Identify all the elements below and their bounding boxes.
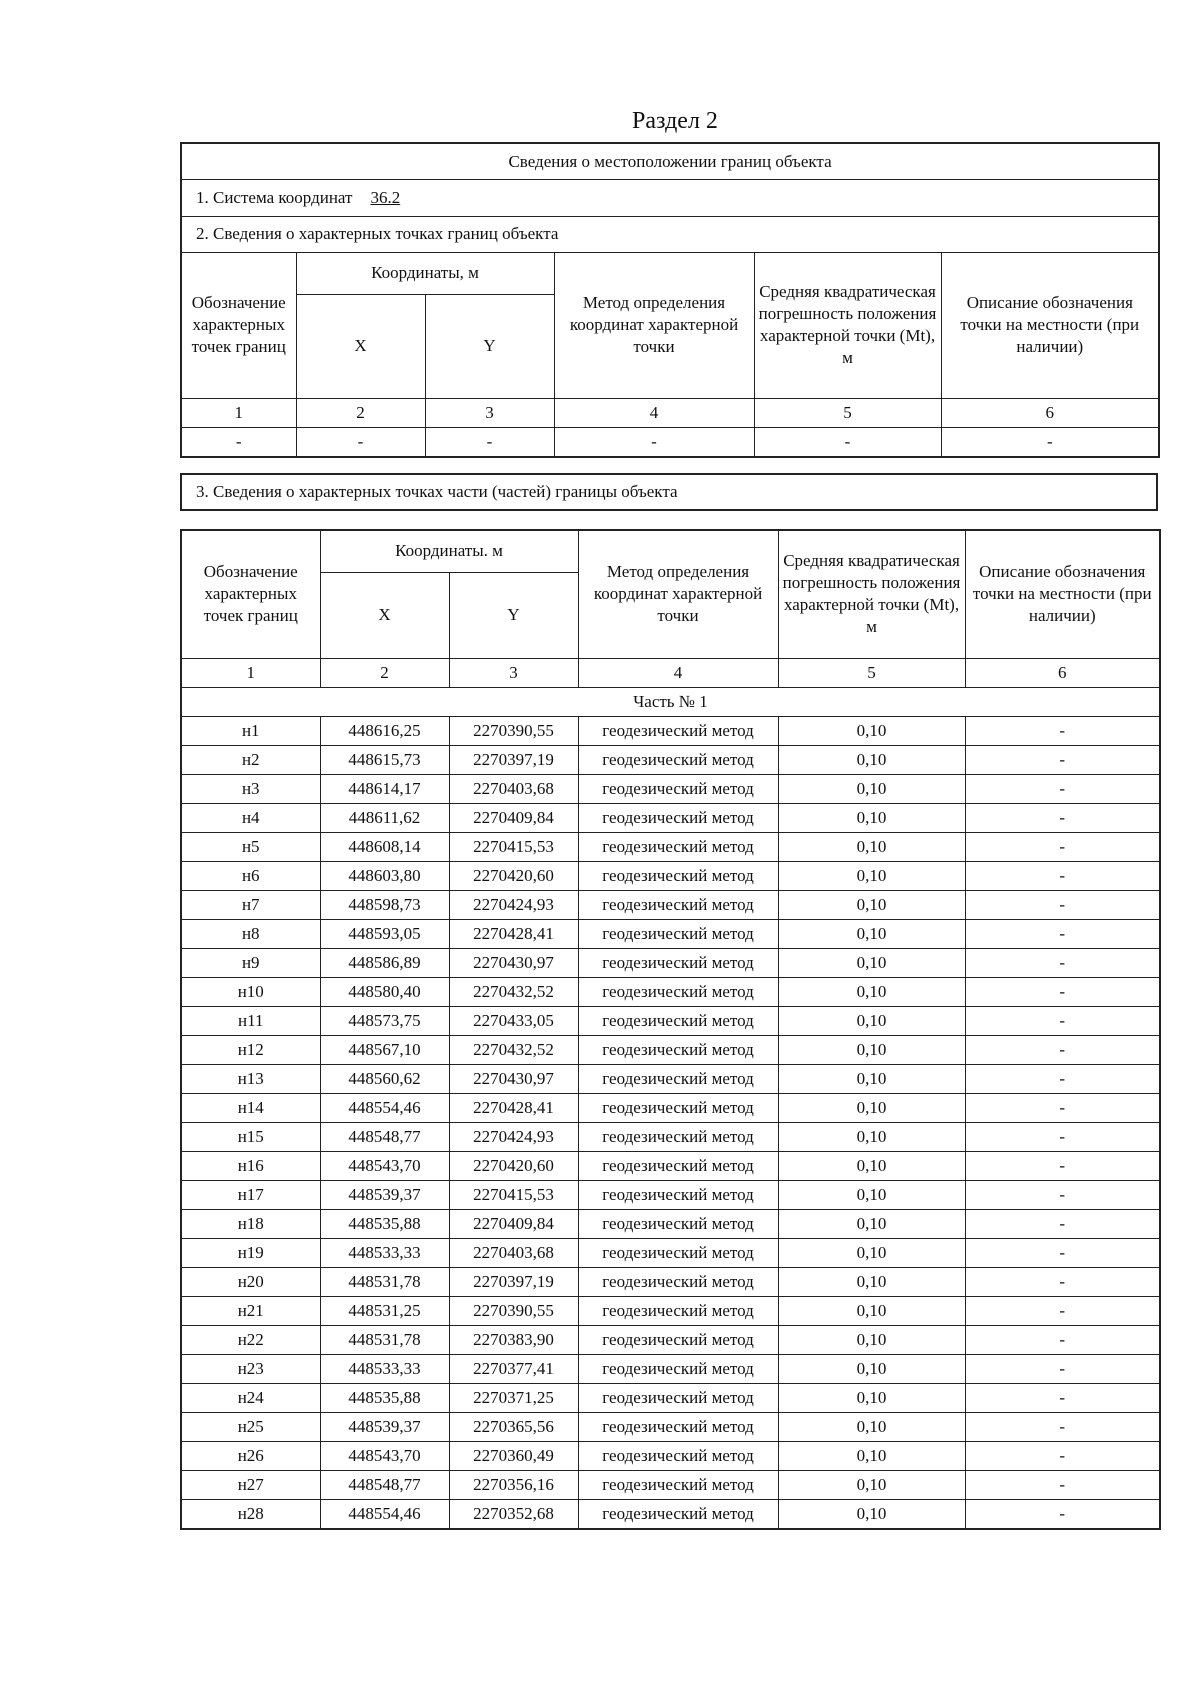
error: 0,10 xyxy=(778,1006,965,1035)
error: 0,10 xyxy=(778,1093,965,1122)
description: - xyxy=(965,1296,1160,1325)
col-header-description: Описание обозначения точки на местности (при наличии) xyxy=(965,530,1160,658)
point-id: н21 xyxy=(181,1296,320,1325)
coord-y: 2270430,97 xyxy=(449,1064,578,1093)
method: геодезический метод xyxy=(578,1412,778,1441)
method: геодезический метод xyxy=(578,1470,778,1499)
point-id: н23 xyxy=(181,1354,320,1383)
col-number: 4 xyxy=(578,658,778,687)
page-title: Раздел 2 xyxy=(632,108,718,134)
coord-y: 2270352,68 xyxy=(449,1499,578,1529)
coord-x: 448531,78 xyxy=(320,1267,449,1296)
section-heading: Сведения о местоположении границ объекта xyxy=(181,143,1159,179)
coord-y: 2270432,52 xyxy=(449,977,578,1006)
table-row xyxy=(181,1064,1160,1093)
description: - xyxy=(965,1412,1160,1441)
coord-x: 448533,33 xyxy=(320,1238,449,1267)
coord-x: 448616,25 xyxy=(320,716,449,745)
coord-x: 448586,89 xyxy=(320,948,449,977)
table-row xyxy=(181,745,1160,774)
table-row xyxy=(181,861,1160,890)
point-id: н9 xyxy=(181,948,320,977)
method: геодезический метод xyxy=(578,1499,778,1529)
coord-system-row xyxy=(181,179,1159,216)
description: - xyxy=(965,1383,1160,1412)
method: геодезический метод xyxy=(578,1180,778,1209)
table-row xyxy=(181,1209,1160,1238)
coord-x: 448567,10 xyxy=(320,1035,449,1064)
error: 0,10 xyxy=(778,977,965,1006)
method: геодезический метод xyxy=(578,861,778,890)
point-id: н16 xyxy=(181,1151,320,1180)
col-number: 6 xyxy=(965,658,1160,687)
col-number: 5 xyxy=(778,658,965,687)
description: - xyxy=(965,1064,1160,1093)
error: 0,10 xyxy=(778,1296,965,1325)
method: геодезический метод xyxy=(578,745,778,774)
point-id: н15 xyxy=(181,1122,320,1151)
table-row xyxy=(181,1296,1160,1325)
coord-x: 448608,14 xyxy=(320,832,449,861)
coord-y: 2270360,49 xyxy=(449,1441,578,1470)
table-row xyxy=(181,1151,1160,1180)
coord-y: 2270383,90 xyxy=(449,1325,578,1354)
error: 0,10 xyxy=(778,919,965,948)
empty-cell: - xyxy=(554,427,754,457)
table-row xyxy=(181,832,1160,861)
coord-y: 2270397,19 xyxy=(449,1267,578,1296)
table-row xyxy=(181,716,1160,745)
error: 0,10 xyxy=(778,1180,965,1209)
point-id: н20 xyxy=(181,1267,320,1296)
point-id: н14 xyxy=(181,1093,320,1122)
error: 0,10 xyxy=(778,1035,965,1064)
col-header-description: Описание обозначения точки на местности (при наличии) xyxy=(941,252,1159,398)
section3-heading-box xyxy=(180,473,1158,511)
description: - xyxy=(965,774,1160,803)
table-row xyxy=(181,1180,1160,1209)
section3-heading: 3. Сведения о характерных точках части (частей) границы объекта xyxy=(181,474,1157,510)
coord-x: 448598,73 xyxy=(320,890,449,919)
error: 0,10 xyxy=(778,948,965,977)
point-id: н6 xyxy=(181,861,320,890)
description: - xyxy=(965,1325,1160,1354)
empty-cell: - xyxy=(754,427,941,457)
col-header-method: Метод определения координат характерной точки xyxy=(554,252,754,398)
table-row xyxy=(181,1238,1160,1267)
error: 0,10 xyxy=(778,1499,965,1529)
col-header-coords: Координаты. м xyxy=(320,530,578,572)
error: 0,10 xyxy=(778,803,965,832)
point-id: н4 xyxy=(181,803,320,832)
col-number: 2 xyxy=(296,398,425,427)
method: геодезический метод xyxy=(578,1383,778,1412)
col-header-coords: Координаты, м xyxy=(296,252,554,294)
table-row xyxy=(181,1267,1160,1296)
empty-cell: - xyxy=(181,427,296,457)
method: геодезический метод xyxy=(578,890,778,919)
point-id: н25 xyxy=(181,1412,320,1441)
coord-y: 2270409,84 xyxy=(449,803,578,832)
method: геодезический метод xyxy=(578,948,778,977)
method: геодезический метод xyxy=(578,1267,778,1296)
part-points-table xyxy=(180,529,1161,1530)
col-header-error: Средняя квадратическая погрешность положения характерной точки (Mt), м xyxy=(778,530,965,658)
table-row xyxy=(181,1006,1160,1035)
description: - xyxy=(965,1354,1160,1383)
description: - xyxy=(965,1209,1160,1238)
error: 0,10 xyxy=(778,1064,965,1093)
table-row xyxy=(181,1441,1160,1470)
coord-y: 2270430,97 xyxy=(449,948,578,977)
method: геодезический метод xyxy=(578,919,778,948)
description: - xyxy=(965,948,1160,977)
description: - xyxy=(965,1035,1160,1064)
table-row xyxy=(181,1093,1160,1122)
coord-y: 2270409,84 xyxy=(449,1209,578,1238)
coord-x: 448535,88 xyxy=(320,1209,449,1238)
method: геодезический метод xyxy=(578,1064,778,1093)
coord-y: 2270390,55 xyxy=(449,1296,578,1325)
coord-x: 448539,37 xyxy=(320,1180,449,1209)
coord-y: 2270415,53 xyxy=(449,832,578,861)
error: 0,10 xyxy=(778,1267,965,1296)
description: - xyxy=(965,1093,1160,1122)
coord-y: 2270403,68 xyxy=(449,1238,578,1267)
col-header-y: Y xyxy=(449,572,578,658)
table-row xyxy=(181,890,1160,919)
method: геодезический метод xyxy=(578,1354,778,1383)
description: - xyxy=(965,745,1160,774)
method: геодезический метод xyxy=(578,716,778,745)
error: 0,10 xyxy=(778,1354,965,1383)
col-header-x: X xyxy=(320,572,449,658)
method: геодезический метод xyxy=(578,1006,778,1035)
col-number: 3 xyxy=(425,398,554,427)
coord-y: 2270433,05 xyxy=(449,1006,578,1035)
error: 0,10 xyxy=(778,716,965,745)
coord-x: 448533,33 xyxy=(320,1354,449,1383)
coord-y: 2270377,41 xyxy=(449,1354,578,1383)
description: - xyxy=(965,832,1160,861)
description: - xyxy=(965,977,1160,1006)
error: 0,10 xyxy=(778,745,965,774)
coord-x: 448543,70 xyxy=(320,1151,449,1180)
coord-y: 2270390,55 xyxy=(449,716,578,745)
empty-cell: - xyxy=(425,427,554,457)
error: 0,10 xyxy=(778,832,965,861)
description: - xyxy=(965,890,1160,919)
table-row xyxy=(181,774,1160,803)
coord-system-label: 1. Система координат xyxy=(196,187,353,207)
point-id: н10 xyxy=(181,977,320,1006)
error: 0,10 xyxy=(778,1151,965,1180)
table-row xyxy=(181,948,1160,977)
method: геодезический метод xyxy=(578,1441,778,1470)
description: - xyxy=(965,861,1160,890)
point-id: н26 xyxy=(181,1441,320,1470)
col-number: 1 xyxy=(181,658,320,687)
coord-x: 448535,88 xyxy=(320,1383,449,1412)
description: - xyxy=(965,803,1160,832)
table-row xyxy=(181,977,1160,1006)
col-number: 1 xyxy=(181,398,296,427)
object-boundary-table xyxy=(180,142,1160,458)
method: геодезический метод xyxy=(578,1238,778,1267)
coord-y: 2270428,41 xyxy=(449,919,578,948)
point-id: н22 xyxy=(181,1325,320,1354)
method: геодезический метод xyxy=(578,1122,778,1151)
error: 0,10 xyxy=(778,1441,965,1470)
table-row xyxy=(181,1383,1160,1412)
description: - xyxy=(965,1151,1160,1180)
coord-x: 448554,46 xyxy=(320,1093,449,1122)
coord-y: 2270397,19 xyxy=(449,745,578,774)
method: геодезический метод xyxy=(578,1209,778,1238)
col-number: 2 xyxy=(320,658,449,687)
description: - xyxy=(965,919,1160,948)
point-id: н3 xyxy=(181,774,320,803)
coord-x: 448554,46 xyxy=(320,1499,449,1529)
col-number: 5 xyxy=(754,398,941,427)
coord-x: 448548,77 xyxy=(320,1122,449,1151)
description: - xyxy=(965,1499,1160,1529)
coord-y: 2270420,60 xyxy=(449,1151,578,1180)
method: геодезический метод xyxy=(578,832,778,861)
method: геодезический метод xyxy=(578,803,778,832)
point-id: н19 xyxy=(181,1238,320,1267)
point-id: н12 xyxy=(181,1035,320,1064)
point-id: н24 xyxy=(181,1383,320,1412)
description: - xyxy=(965,1006,1160,1035)
coord-x: 448615,73 xyxy=(320,745,449,774)
points-heading: 2. Сведения о характерных точках границ объекта xyxy=(181,216,1159,252)
coord-x: 448539,37 xyxy=(320,1412,449,1441)
point-id: н28 xyxy=(181,1499,320,1529)
coord-system-value: 36.2 xyxy=(370,187,401,207)
coord-y: 2270356,16 xyxy=(449,1470,578,1499)
table-row xyxy=(181,1412,1160,1441)
empty-cell: - xyxy=(941,427,1159,457)
point-id: н27 xyxy=(181,1470,320,1499)
col-number: 3 xyxy=(449,658,578,687)
description: - xyxy=(965,1470,1160,1499)
error: 0,10 xyxy=(778,1209,965,1238)
table-row xyxy=(181,1325,1160,1354)
coord-x: 448573,75 xyxy=(320,1006,449,1035)
coord-x: 448593,05 xyxy=(320,919,449,948)
point-id: н5 xyxy=(181,832,320,861)
error: 0,10 xyxy=(778,890,965,919)
col-header-error: Средняя квадратическая погрешность положения характерной точки (Mt), м xyxy=(754,252,941,398)
description: - xyxy=(965,1180,1160,1209)
table-row xyxy=(181,1035,1160,1064)
coord-y: 2270424,93 xyxy=(449,890,578,919)
coord-y: 2270424,93 xyxy=(449,1122,578,1151)
coord-y: 2270432,52 xyxy=(449,1035,578,1064)
part-label: Часть № 1 xyxy=(181,687,1160,716)
table-row xyxy=(181,1470,1160,1499)
table-row xyxy=(181,919,1160,948)
point-id: н7 xyxy=(181,890,320,919)
coord-x: 448611,62 xyxy=(320,803,449,832)
point-id: н13 xyxy=(181,1064,320,1093)
coord-x: 448548,77 xyxy=(320,1470,449,1499)
method: геодезический метод xyxy=(578,977,778,1006)
col-number: 6 xyxy=(941,398,1159,427)
point-id: н17 xyxy=(181,1180,320,1209)
table-row xyxy=(181,1354,1160,1383)
method: геодезический метод xyxy=(578,1325,778,1354)
col-header-designation: Обозначение характерных точек границ xyxy=(181,530,320,658)
coord-x: 448560,62 xyxy=(320,1064,449,1093)
coord-y: 2270428,41 xyxy=(449,1093,578,1122)
empty-cell: - xyxy=(296,427,425,457)
point-id: н18 xyxy=(181,1209,320,1238)
error: 0,10 xyxy=(778,1470,965,1499)
point-id: н8 xyxy=(181,919,320,948)
point-id: н2 xyxy=(181,745,320,774)
coord-x: 448580,40 xyxy=(320,977,449,1006)
col-header-y: Y xyxy=(425,294,554,398)
method: геодезический метод xyxy=(578,1151,778,1180)
coord-x: 448614,17 xyxy=(320,774,449,803)
description: - xyxy=(965,1122,1160,1151)
error: 0,10 xyxy=(778,1383,965,1412)
coord-y: 2270371,25 xyxy=(449,1383,578,1412)
table-row xyxy=(181,803,1160,832)
coord-x: 448531,25 xyxy=(320,1296,449,1325)
col-header-x: X xyxy=(296,294,425,398)
coord-y: 2270415,53 xyxy=(449,1180,578,1209)
method: геодезический метод xyxy=(578,1035,778,1064)
error: 0,10 xyxy=(778,774,965,803)
coord-x: 448531,78 xyxy=(320,1325,449,1354)
coord-x: 448603,80 xyxy=(320,861,449,890)
error: 0,10 xyxy=(778,1412,965,1441)
col-header-method: Метод определения координат характерной точки xyxy=(578,530,778,658)
points-body xyxy=(181,716,1160,1529)
table-row xyxy=(181,1122,1160,1151)
point-id: н11 xyxy=(181,1006,320,1035)
description: - xyxy=(965,1238,1160,1267)
method: геодезический метод xyxy=(578,774,778,803)
method: геодезический метод xyxy=(578,1093,778,1122)
error: 0,10 xyxy=(778,1238,965,1267)
coord-y: 2270365,56 xyxy=(449,1412,578,1441)
description: - xyxy=(965,1267,1160,1296)
error: 0,10 xyxy=(778,861,965,890)
coord-y: 2270420,60 xyxy=(449,861,578,890)
coord-x: 448543,70 xyxy=(320,1441,449,1470)
description: - xyxy=(965,1441,1160,1470)
description: - xyxy=(965,716,1160,745)
coord-y: 2270403,68 xyxy=(449,774,578,803)
method: геодезический метод xyxy=(578,1296,778,1325)
error: 0,10 xyxy=(778,1325,965,1354)
error: 0,10 xyxy=(778,1122,965,1151)
table-row xyxy=(181,1499,1160,1529)
col-number: 4 xyxy=(554,398,754,427)
point-id: н1 xyxy=(181,716,320,745)
col-header-designation: Обозначение характерных точек границ xyxy=(181,252,296,398)
